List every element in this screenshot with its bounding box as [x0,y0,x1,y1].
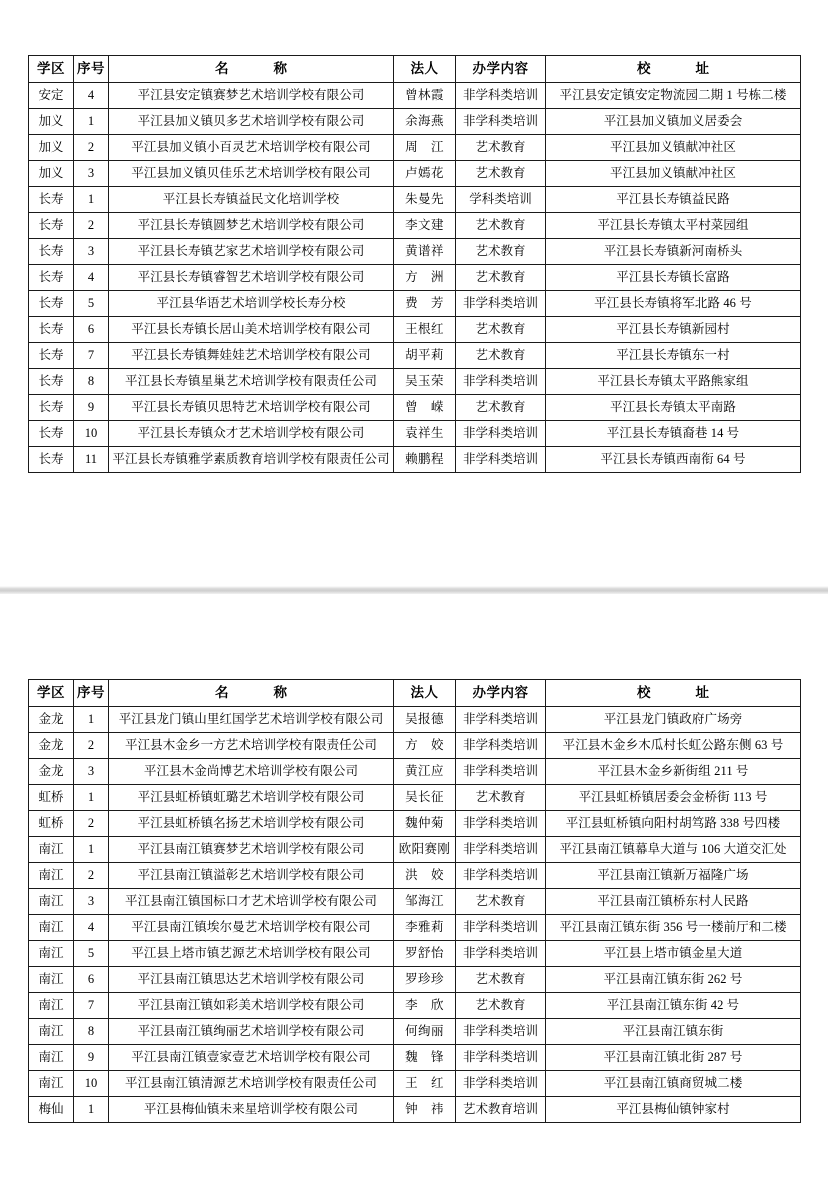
table-row [29,811,801,837]
cell-index: 9 [74,395,109,421]
table-row [29,161,801,187]
cell-name: 平江县南江镇清源艺术培训学校有限责任公司 [109,1071,394,1097]
cell-district: 安定 [29,83,74,109]
cell-legal: 卢嫣花 [394,161,456,187]
cell-district: 南江 [29,1045,74,1071]
cell-name: 平江县长寿镇睿智艺术培训学校有限公司 [109,265,394,291]
cell-index: 3 [74,239,109,265]
table-row [29,1019,801,1045]
cell-address: 平江县加义镇加义居委会 [546,109,801,135]
table-row [29,447,801,473]
table-row [29,421,801,447]
cell-name: 平江县南江镇埃尔曼艺术培训学校有限公司 [109,915,394,941]
cell-district: 长寿 [29,239,74,265]
cell-legal: 费 芳 [394,291,456,317]
cell-legal: 吴玉荣 [394,369,456,395]
cell-district: 长寿 [29,343,74,369]
table-row [29,1097,801,1123]
cell-name: 平江县虹桥镇虹璐艺术培训学校有限公司 [109,785,394,811]
document-page-1 [0,0,828,586]
table-row [29,941,801,967]
cell-content: 艺术教育 [456,161,546,187]
table-row [29,967,801,993]
cell-name: 平江县长寿镇益民文化培训学校 [109,187,394,213]
cell-legal: 方 洲 [394,265,456,291]
cell-district: 加义 [29,109,74,135]
cell-address: 平江县南江镇桥东村人民路 [546,889,801,915]
cell-content: 艺术教育培训 [456,1097,546,1123]
cell-legal: 魏仲菊 [394,811,456,837]
table-row [29,265,801,291]
cell-address: 平江县长寿镇太平南路 [546,395,801,421]
cell-legal: 洪 姣 [394,863,456,889]
cell-district: 南江 [29,863,74,889]
cell-name: 平江县长寿镇雅学素质教育培训学校有限责任公司 [109,447,394,473]
document-page-2 [0,594,828,1184]
table-row [29,837,801,863]
cell-address: 平江县南江镇商贸城二楼 [546,1071,801,1097]
cell-index: 8 [74,1019,109,1045]
cell-index: 3 [74,759,109,785]
cell-content: 艺术教育 [456,213,546,239]
cell-name: 平江县长寿镇贝思特艺术培训学校有限公司 [109,395,394,421]
cell-district: 长寿 [29,421,74,447]
cell-index: 4 [74,83,109,109]
cell-content: 非学科类培训 [456,83,546,109]
cell-name: 平江县加义镇贝佳乐艺术培训学校有限公司 [109,161,394,187]
cell-name: 平江县南江镇壹家壹艺术培训学校有限公司 [109,1045,394,1071]
cell-address: 平江县长寿镇新园村 [546,317,801,343]
cell-legal: 黄江应 [394,759,456,785]
cell-legal: 周 江 [394,135,456,161]
cell-index: 5 [74,941,109,967]
column-header-index: 序号 [74,56,109,83]
cell-district: 加义 [29,135,74,161]
cell-legal: 曾林霞 [394,83,456,109]
cell-content: 艺术教育 [456,317,546,343]
cell-address: 平江县南江镇东街 [546,1019,801,1045]
cell-name: 平江县加义镇小百灵艺术培训学校有限公司 [109,135,394,161]
cell-content: 艺术教育 [456,785,546,811]
table-row [29,915,801,941]
cell-index: 10 [74,421,109,447]
column-header-address: 校 址 [546,56,801,83]
cell-index: 8 [74,369,109,395]
table-row [29,1071,801,1097]
table-body-page-2 [29,707,801,1123]
table-row [29,109,801,135]
cell-name: 平江县长寿镇艺家艺术培训学校有限公司 [109,239,394,265]
cell-name: 平江县长寿镇众才艺术培训学校有限公司 [109,421,394,447]
cell-name: 平江县安定镇赛梦艺术培训学校有限公司 [109,83,394,109]
cell-content: 非学科类培训 [456,759,546,785]
cell-index: 4 [74,915,109,941]
cell-content: 非学科类培训 [456,707,546,733]
cell-legal: 方 姣 [394,733,456,759]
cell-legal: 魏 锋 [394,1045,456,1071]
cell-index: 5 [74,291,109,317]
cell-legal: 吴长征 [394,785,456,811]
cell-name: 平江县南江镇赛梦艺术培训学校有限公司 [109,837,394,863]
cell-address: 平江县南江镇新万福隆广场 [546,863,801,889]
cell-address: 平江县南江镇东街 262 号 [546,967,801,993]
cell-legal: 袁祥生 [394,421,456,447]
cell-content: 非学科类培训 [456,863,546,889]
cell-content: 艺术教育 [456,239,546,265]
cell-name: 平江县南江镇国标口才艺术培训学校有限公司 [109,889,394,915]
cell-legal: 朱曼先 [394,187,456,213]
registration-table-page-1 [28,55,801,473]
cell-index: 1 [74,109,109,135]
cell-district: 加义 [29,161,74,187]
table-body-page-1 [29,83,801,473]
cell-name: 平江县长寿镇圆梦艺术培训学校有限公司 [109,213,394,239]
cell-district: 虹桥 [29,811,74,837]
cell-legal: 王 红 [394,1071,456,1097]
cell-district: 南江 [29,837,74,863]
cell-legal: 李 欣 [394,993,456,1019]
table-header-page-2 [29,680,801,707]
cell-district: 南江 [29,1019,74,1045]
cell-district: 长寿 [29,369,74,395]
cell-index: 6 [74,317,109,343]
cell-district: 南江 [29,967,74,993]
cell-content: 学科类培训 [456,187,546,213]
cell-district: 金龙 [29,733,74,759]
cell-legal: 罗珍珍 [394,967,456,993]
cell-address: 平江县南江镇幕阜大道与 106 大道交汇处 [546,837,801,863]
column-header-name: 名 称 [109,56,394,83]
cell-name: 平江县长寿镇星巢艺术培训学校有限责任公司 [109,369,394,395]
cell-district: 南江 [29,1071,74,1097]
cell-address: 平江县木金乡木瓜村长虹公路东侧 63 号 [546,733,801,759]
cell-legal: 欧阳赛刚 [394,837,456,863]
cell-legal: 王根红 [394,317,456,343]
cell-district: 长寿 [29,187,74,213]
cell-district: 长寿 [29,317,74,343]
cell-legal: 罗舒怡 [394,941,456,967]
cell-content: 艺术教育 [456,967,546,993]
cell-content: 艺术教育 [456,343,546,369]
column-header-district: 学区 [29,56,74,83]
table-row [29,343,801,369]
cell-content: 艺术教育 [456,889,546,915]
cell-name: 平江县上塔市镇艺源艺术培训学校有限公司 [109,941,394,967]
cell-index: 1 [74,1097,109,1123]
cell-name: 平江县南江镇溢彰艺术培训学校有限公司 [109,863,394,889]
cell-district: 长寿 [29,291,74,317]
cell-address: 平江县长寿镇裔巷 14 号 [546,421,801,447]
cell-address: 平江县虹桥镇居委会金桥街 113 号 [546,785,801,811]
cell-district: 长寿 [29,395,74,421]
cell-index: 9 [74,1045,109,1071]
cell-index: 2 [74,863,109,889]
table-row [29,317,801,343]
column-header-legal: 法人 [394,56,456,83]
cell-content: 非学科类培训 [456,733,546,759]
cell-legal: 黄谱祥 [394,239,456,265]
cell-district: 南江 [29,889,74,915]
cell-legal: 钟 祎 [394,1097,456,1123]
cell-name: 平江县木金乡一方艺术培训学校有限责任公司 [109,733,394,759]
cell-name: 平江县南江镇思达艺术培训学校有限公司 [109,967,394,993]
cell-index: 2 [74,213,109,239]
cell-address: 平江县长寿镇将军北路 46 号 [546,291,801,317]
table-header-page-1 [29,56,801,83]
table-wrapper-page-1 [28,55,800,473]
cell-legal: 邹海江 [394,889,456,915]
cell-district: 金龙 [29,759,74,785]
cell-district: 长寿 [29,447,74,473]
table-wrapper-page-2 [28,679,800,1123]
table-row [29,707,801,733]
cell-legal: 李雅莉 [394,915,456,941]
cell-district: 金龙 [29,707,74,733]
table-row [29,863,801,889]
cell-legal: 胡平莉 [394,343,456,369]
cell-address: 平江县长寿镇东一村 [546,343,801,369]
cell-name: 平江县长寿镇长居山美术培训学校有限公司 [109,317,394,343]
cell-content: 非学科类培训 [456,109,546,135]
cell-address: 平江县长寿镇长富路 [546,265,801,291]
table-row [29,83,801,109]
cell-legal: 李文建 [394,213,456,239]
cell-address: 平江县虹桥镇向阳村胡笃路 338 号四楼 [546,811,801,837]
cell-content: 非学科类培训 [456,369,546,395]
cell-name: 平江县华语艺术培训学校长寿分校 [109,291,394,317]
cell-index: 4 [74,265,109,291]
cell-content: 非学科类培训 [456,1071,546,1097]
cell-content: 非学科类培训 [456,941,546,967]
cell-index: 2 [74,811,109,837]
table-row [29,1045,801,1071]
cell-content: 艺术教育 [456,265,546,291]
cell-address: 平江县长寿镇新河南桥头 [546,239,801,265]
table-row [29,733,801,759]
cell-name: 平江县南江镇绚丽艺术培训学校有限公司 [109,1019,394,1045]
table-row [29,395,801,421]
cell-name: 平江县虹桥镇名扬艺术培训学校有限公司 [109,811,394,837]
table-row [29,369,801,395]
cell-address: 平江县长寿镇太平路熊家组 [546,369,801,395]
cell-address: 平江县长寿镇西南衔 64 号 [546,447,801,473]
cell-district: 南江 [29,941,74,967]
cell-name: 平江县加义镇贝多艺术培训学校有限公司 [109,109,394,135]
cell-index: 2 [74,135,109,161]
table-row [29,187,801,213]
cell-content: 艺术教育 [456,135,546,161]
cell-legal: 余海燕 [394,109,456,135]
table-row [29,291,801,317]
table-header-row [29,56,801,83]
column-header-legal: 法人 [394,680,456,707]
cell-district: 南江 [29,915,74,941]
cell-name: 平江县木金尚博艺术培训学校有限公司 [109,759,394,785]
cell-address: 平江县加义镇献冲社区 [546,135,801,161]
cell-address: 平江县梅仙镇钟家村 [546,1097,801,1123]
cell-content: 非学科类培训 [456,1045,546,1071]
cell-index: 2 [74,733,109,759]
cell-index: 3 [74,889,109,915]
cell-index: 7 [74,993,109,1019]
column-header-district: 学区 [29,680,74,707]
cell-index: 11 [74,447,109,473]
column-header-content: 办学内容 [456,680,546,707]
registration-table-page-2 [28,679,801,1123]
cell-index: 3 [74,161,109,187]
cell-content: 非学科类培训 [456,447,546,473]
cell-address: 平江县上塔市镇金星大道 [546,941,801,967]
cell-index: 1 [74,837,109,863]
table-row [29,785,801,811]
cell-content: 非学科类培训 [456,1019,546,1045]
cell-district: 南江 [29,993,74,1019]
cell-content: 非学科类培训 [456,811,546,837]
cell-address: 平江县长寿镇益民路 [546,187,801,213]
cell-address: 平江县南江镇东街 356 号一楼前厅和二楼 [546,915,801,941]
cell-content: 非学科类培训 [456,837,546,863]
cell-index: 10 [74,1071,109,1097]
column-header-index: 序号 [74,680,109,707]
cell-address: 平江县安定镇安定物流园二期 1 号栋二楼 [546,83,801,109]
cell-address: 平江县长寿镇太平村菜园组 [546,213,801,239]
cell-name: 平江县龙门镇山里红国学艺术培训学校有限公司 [109,707,394,733]
table-row [29,213,801,239]
cell-district: 梅仙 [29,1097,74,1123]
cell-legal: 吴报德 [394,707,456,733]
table-row [29,135,801,161]
cell-name: 平江县长寿镇舞娃娃艺术培训学校有限公司 [109,343,394,369]
column-header-name: 名 称 [109,680,394,707]
cell-index: 1 [74,707,109,733]
cell-name: 平江县梅仙镇未来星培训学校有限公司 [109,1097,394,1123]
cell-content: 非学科类培训 [456,421,546,447]
cell-legal: 赖鹏程 [394,447,456,473]
cell-district: 虹桥 [29,785,74,811]
cell-name: 平江县南江镇如彩美术培训学校有限公司 [109,993,394,1019]
table-row [29,239,801,265]
column-header-address: 校 址 [546,680,801,707]
cell-address: 平江县龙门镇政府广场旁 [546,707,801,733]
cell-address: 平江县加义镇献冲社区 [546,161,801,187]
cell-district: 长寿 [29,213,74,239]
cell-index: 1 [74,187,109,213]
cell-index: 7 [74,343,109,369]
cell-district: 长寿 [29,265,74,291]
table-row [29,889,801,915]
cell-content: 非学科类培训 [456,291,546,317]
column-header-content: 办学内容 [456,56,546,83]
cell-legal: 何绚丽 [394,1019,456,1045]
table-header-row [29,680,801,707]
cell-index: 6 [74,967,109,993]
page-separator [0,586,828,594]
cell-address: 平江县南江镇东街 42 号 [546,993,801,1019]
cell-legal: 曾 嵘 [394,395,456,421]
cell-address: 平江县木金乡新街组 211 号 [546,759,801,785]
cell-index: 1 [74,785,109,811]
cell-content: 艺术教育 [456,993,546,1019]
cell-address: 平江县南江镇北街 287 号 [546,1045,801,1071]
table-row [29,993,801,1019]
table-row [29,759,801,785]
cell-content: 艺术教育 [456,395,546,421]
cell-content: 非学科类培训 [456,915,546,941]
